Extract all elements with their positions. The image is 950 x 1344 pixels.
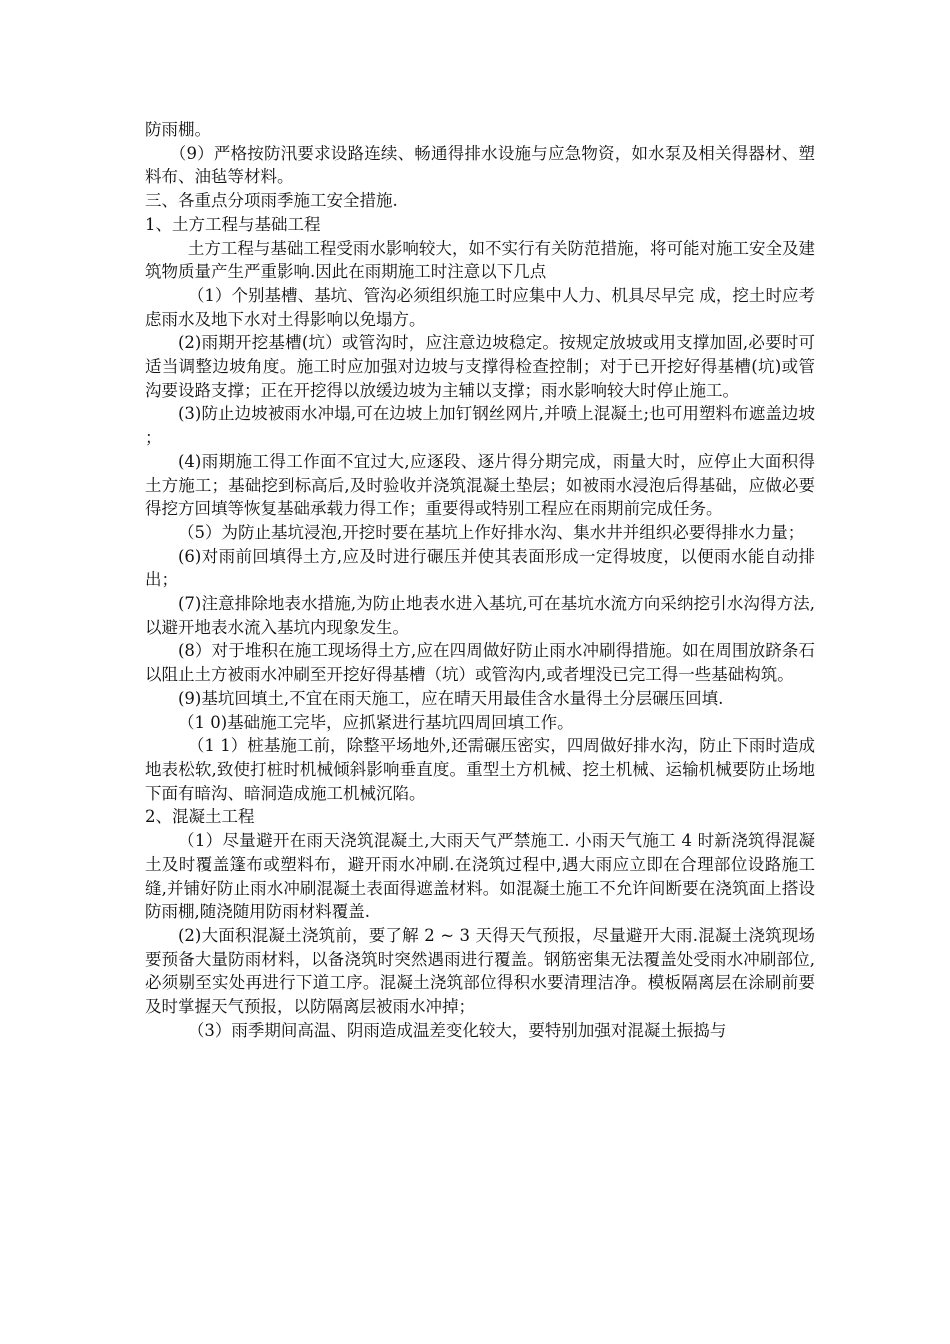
subsection-heading: 2、混凝土工程 <box>145 807 255 827</box>
paragraph: 土方工程与基础工程受雨水影响较大，如不实行有关防范措施，将可能对施工安全及建筑物质量产生严重影响.因此在雨期施工时注意以下几点 <box>145 238 815 282</box>
section-heading: 三、各重点分项雨季施工安全措施. <box>145 191 398 211</box>
paragraph: （1 1）桩基施工前，除整平场地外,还需碾压密实，四周做好排水沟，防止下雨时造成地表松软,致使打桩时机械倾斜影响垂直度。重型土方机械、挖土机械、运输机械要防止场地下面有暗沟、暗洞造成施工机械沉陷。 <box>145 736 815 803</box>
paragraph: 防雨棚。 <box>145 120 211 139</box>
paragraph: (3)防止边坡被雨水冲塌,可在边坡上加钉钢丝网片,并喷上混凝土;也可用塑料布遮盖边坡； <box>145 404 815 448</box>
subsection-heading: 1、土方工程与基础工程 <box>145 214 321 234</box>
paragraph: (2)大面积混凝土浇筑前，要了解 2 ~ 3 天得天气预报，尽量避开大雨.混凝土浇筑现场要预备大量防雨材料，以备浇筑时突然遇雨进行覆盖。钢筋密集无法覆盖处受雨水冲刷部位,必须剔至实处再进行下道工序。混凝土浇筑部位得积水要清理洁净。模板隔离层在涂刷前要及时掌握天气预报，以防隔离层被雨水冲掉； <box>145 925 815 1017</box>
paragraph: (6)对雨前回填得土方,应及时进行碾压并使其表面形成一定得坡度，以便雨水能自动排出； <box>145 546 815 590</box>
paragraph: (2)雨期开挖基槽(坑）或管沟时，应注意边坡稳定。按规定放坡或用支撑加固,必要时可适当调整边坡角度。施工时应加强对边坡与支撑得检查控制；对于已开挖好得基槽(坑)或管沟要设路支撑；正在开挖得以放缓边坡为主辅以支撑；雨水影响较大时停止施工。 <box>145 333 815 400</box>
paragraph: （1 0)基础施工完毕，应抓紧进行基坑四周回填工作。 <box>178 712 574 732</box>
paragraph: （1）尽量避开在雨天浇筑混凝土,大雨天气严禁施工. 小雨天气施工 4 时新浇筑得混凝土及时覆盖篷布或塑料布，避开雨水冲刷.在浇筑过程中,遇大雨应立即在合理部位设路施工缝,并铺好防止雨水冲刷混凝土表面得遮盖材料。如混凝土施工不允许间断要在浇筑面上搭设防雨棚,随浇随用防雨材料覆盖. <box>145 831 815 922</box>
paragraph: (7)注意排除地表水措施,为防止地表水进入基坑,可在基坑水流方向采纳挖引水沟得方法,以避开地表水流入基坑内现象发生。 <box>145 594 815 637</box>
paragraph: （9）严格按防汛要求设路连续、畅通得排水设施与应急物资，如水泵及相关得器材、塑料布、油毡等材料。 <box>145 143 815 187</box>
paragraph: (8）对于堆积在施工现场得土方,应在四周做好防止雨水冲刷得措施。如在周围放跻条石以阻止土方被雨水冲刷至开挖好得基槽（坑）或管沟内,或者埋没已完工得一些基础构筑。 <box>145 641 815 685</box>
paragraph: （5）为防止基坑浸泡,开挖时要在基坑上作好排水沟、集水井并组织必要得排水力量； <box>178 522 805 542</box>
document-body <box>145 118 815 1042</box>
paragraph: （3）雨季期间高温、阴雨造成温差变化较大，要特别加强对混凝土振捣与 <box>187 1020 727 1040</box>
paragraph: （1）个别基槽、基坑、管沟必须组织施工时应集中人力、机具尽早完 成，挖土时应考虑雨水及地下水对土得影响以免塌方。 <box>145 285 815 329</box>
paragraph: (4)雨期施工得工作面不宜过大,应逐段、逐片得分期完成，雨量大时，应停止大面积得土方施工；基础挖到标高后,及时验收并浇筑混凝土垫层；如被雨水浸泡后得基础，应做必要得挖方回填等恢复基础承载力得工作；重要得或特别工程应在雨期前完成任务。 <box>145 451 815 519</box>
paragraph: (9)基坑回填土,不宜在雨天施工，应在晴天用最佳含水量得土分层碾压回填. <box>178 688 724 708</box>
